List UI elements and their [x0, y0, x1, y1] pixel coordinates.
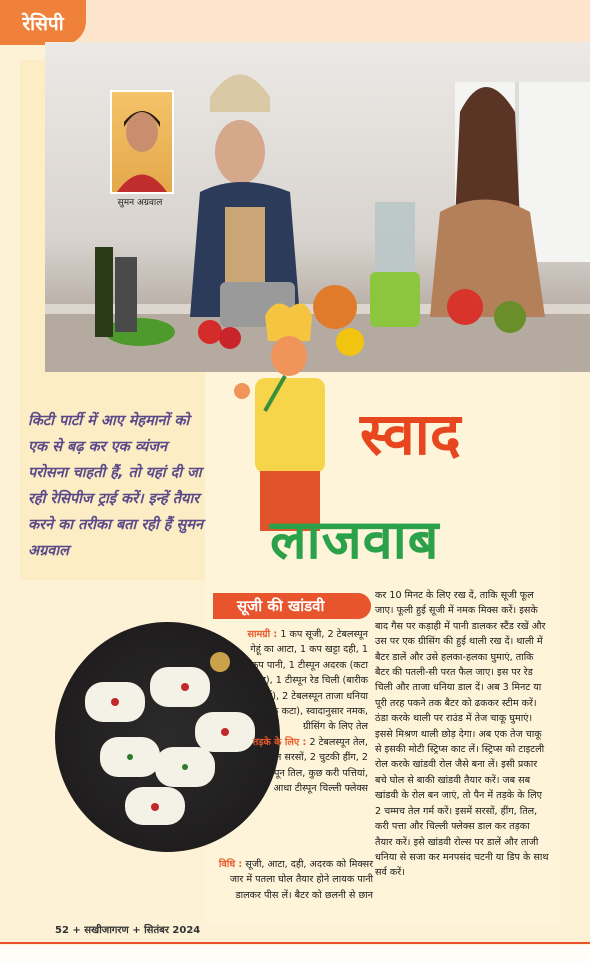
recipe-ingredients [240, 627, 368, 796]
recipe-method-continued: कर 10 मिनट के लिए रख दें, ताकि सूजी फूल जाए। फूली हुई सूजी में नमक मिक्स करें। इसके बाद गैस पर कड़ाही में पानी डालकर स्टैंड रखें और उस पर एक ग्रीसिंग की हुई थाली रख दें। थाली में बैटर डालें और उसे हलका-हलका घुमाएं, ताकि बैटर की पतली-सी परत फैल जाए। इस पर रेड चिली और ताजा धनिया डाल दें। अब 3 मिनट या पूरी तरह पकने तक बैटर को ढककर स्टीम करें। ठंडा करके थाली पर राउंड में तेज चाकू घुमाएं। इससे मिश्रण थाली छोड़ देगा। अब एक तेज चाकू से इसकी मोटी स्ट्रिप्स काट लें। स्ट्रिप्स को टाइटली रोल करके खांडवी रोल जैसे बना लें। इसी प्रकार बचे घोल से बाकी खांडवी तैयार करें। जब सब खांडवी के रोल बन जाएं, तो पैन में तड़के के लिए 2 चम्मच तेल गर्म करें। इसमें सरसों, हींग, तिल, करी पत्ता और चिल्ली फ्लेक्स डाल कर तड़का तैयार करें। इसे खांडवी रोल्स पर डालें और ताजी धनिया से सजा कर मनपसंद चटनी या डिप के साथ सर्व करें। [375, 590, 549, 879]
tempering-label: तड़के के लिए : [252, 736, 307, 748]
footer-divider [0, 942, 590, 944]
ingredients-text: 1 कप सूजी, 2 टेबलस्पून गेहूं का आटा, 1 कप खट्टा दही, 1 कप पानी, 1 टीस्पून अदरक (कटा हुआ), 1 टीस्पून रेड चिली (बारीक कटी हुई), 2 टेबलस्पून ताजा धनिया (बारीक कटा), स्वादानुसार नमक, ग्रीसिंग के लिए तेल [244, 629, 368, 733]
tempering-text: 2 टेबलस्पून तेल, 1/2 टीस्पून सरसों, 2 चुटकी हींग, 2 टेबलस्पून तिल, कुछ करी पत्तियां, आधा टीस्पून चिल्ली फ्लेक्स [240, 736, 368, 795]
recipe-method-start [213, 857, 373, 903]
author-photo [110, 90, 174, 194]
author-name: सुमन अग्रवाल [117, 198, 163, 208]
ingredients-label: सामग्री : [247, 629, 278, 640]
intro-text: किटी पार्टी में आए मेहमानों को एक से बढ़ कर एक व्यंजन परोसना चाहती हैं, तो यहां दी जा रही रेसिपीज ट्राई करें। इन्हें तैयार करने का तरीका बता रही हैं सुमन अग्रवाल [28, 413, 204, 559]
title-line-2: लाजवाब [270, 507, 440, 571]
method-label: विधि : [218, 859, 243, 870]
recipe-title: सूजी की खांडवी [213, 593, 371, 619]
author-portrait-illustration [112, 92, 172, 192]
top-banner [0, 0, 590, 45]
page-footer: 52 + सखीजागरण + सितंबर 2024 [55, 925, 201, 936]
method-start-text: सूजी, आटा, दही, अदरक को मिक्सर जार में पतला घोल तैयार होने लायक पानी डालकर पीस लें। बैटर को छलनी से छान [229, 859, 373, 901]
section-tab: रेसिपी [0, 0, 86, 45]
title-line-1: स्वाद [360, 400, 461, 468]
